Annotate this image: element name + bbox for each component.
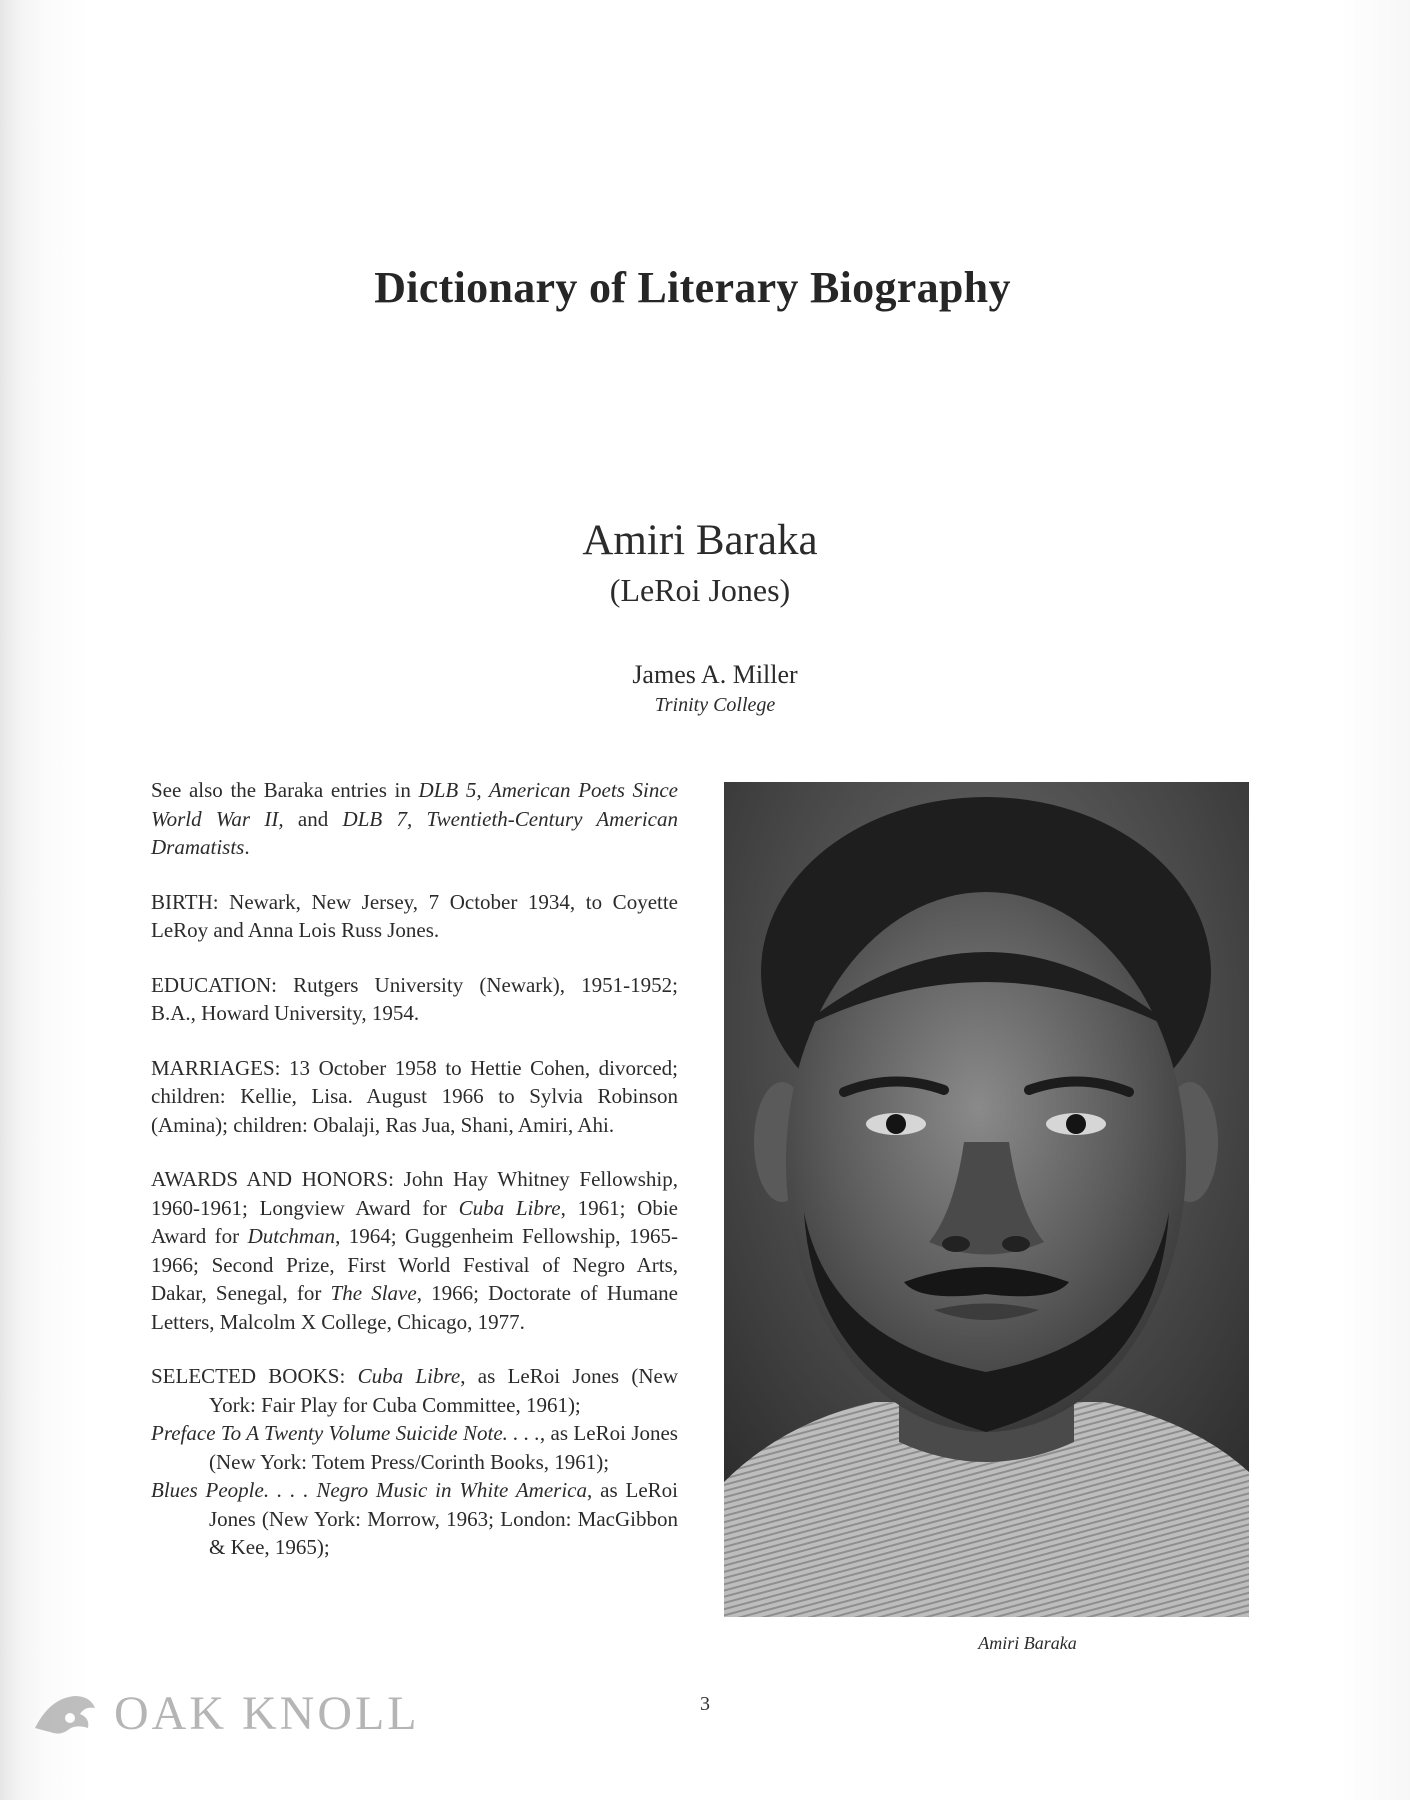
entry-text-column [151, 776, 678, 1562]
author-name: James A. Miller [632, 660, 798, 689]
book-entry: Blues People. . . . Negro Music in White America, as LeRoi Jones (New York: Morrow, 1963; London: MacGibbon & Kee, 1965); [151, 1478, 678, 1559]
marriages-paragraph: MARRIAGES: 13 October 1958 to Hettie Cohen, divorced; children: Kellie, Lisa. August 1966 to Sylvia Robinson (Amina); children: Obalaji, Ras Jua, Shani, Amiri, Ahi. [151, 1055, 678, 1137]
watermark [30, 1683, 420, 1743]
entry-alt-name: (LeRoi Jones) [609, 572, 791, 608]
education-paragraph: EDUCATION: Rutgers University (Newark), 1951-1952; B.A., Howard University, 1954. [151, 972, 678, 1025]
books-label: SELECTED BOOKS: [151, 1364, 346, 1388]
page-number: 3 [700, 1693, 710, 1715]
author-affiliation: Trinity College [654, 694, 776, 716]
book-title: Dictionary of Literary Biography [374, 263, 1011, 312]
book-entry: Preface To A Twenty Volume Suicide Note. . . ., as LeRoi Jones (New York: Totem Press/Corinth Books, 1961); [151, 1421, 678, 1474]
portrait-illustration [724, 782, 1249, 1617]
photo-caption: Amiri Baraka [978, 1633, 1077, 1653]
entry-name: Amiri Baraka [582, 517, 818, 564]
birth-paragraph: BIRTH: Newark, New Jersey, 7 October 1934, to Coyette LeRoy and Anna Lois Russ Jones. [151, 889, 678, 942]
see-also-paragraph: See also the Baraka entries in DLB 5, American Poets Since World War II, and DLB 7, Twentieth-Century American Dramatists. [151, 778, 679, 859]
oak-leaf-logo-icon [30, 1688, 100, 1738]
watermark-text: OAK KNOLL [114, 1686, 420, 1740]
author-portrait-photo [724, 782, 1249, 1617]
book-entry: SELECTED BOOKS: Cuba Libre, as LeRoi Jones (New York: Fair Play for Cuba Committee, 1961); [151, 1364, 679, 1417]
awards-paragraph: AWARDS AND HONORS: John Hay Whitney Fellowship, 1960-1961; Longview Award for Cuba Libre, 1961; Obie Award for Dutchman, 1964; Guggenheim Fellowship, 1965-1966; Second Prize, First World Festival of Negro Arts, Dakar, Senegal, for The Slave, 1966; Doctorate of Humane Letters, Malcolm X College, Chicago, 1977. [151, 1167, 679, 1334]
